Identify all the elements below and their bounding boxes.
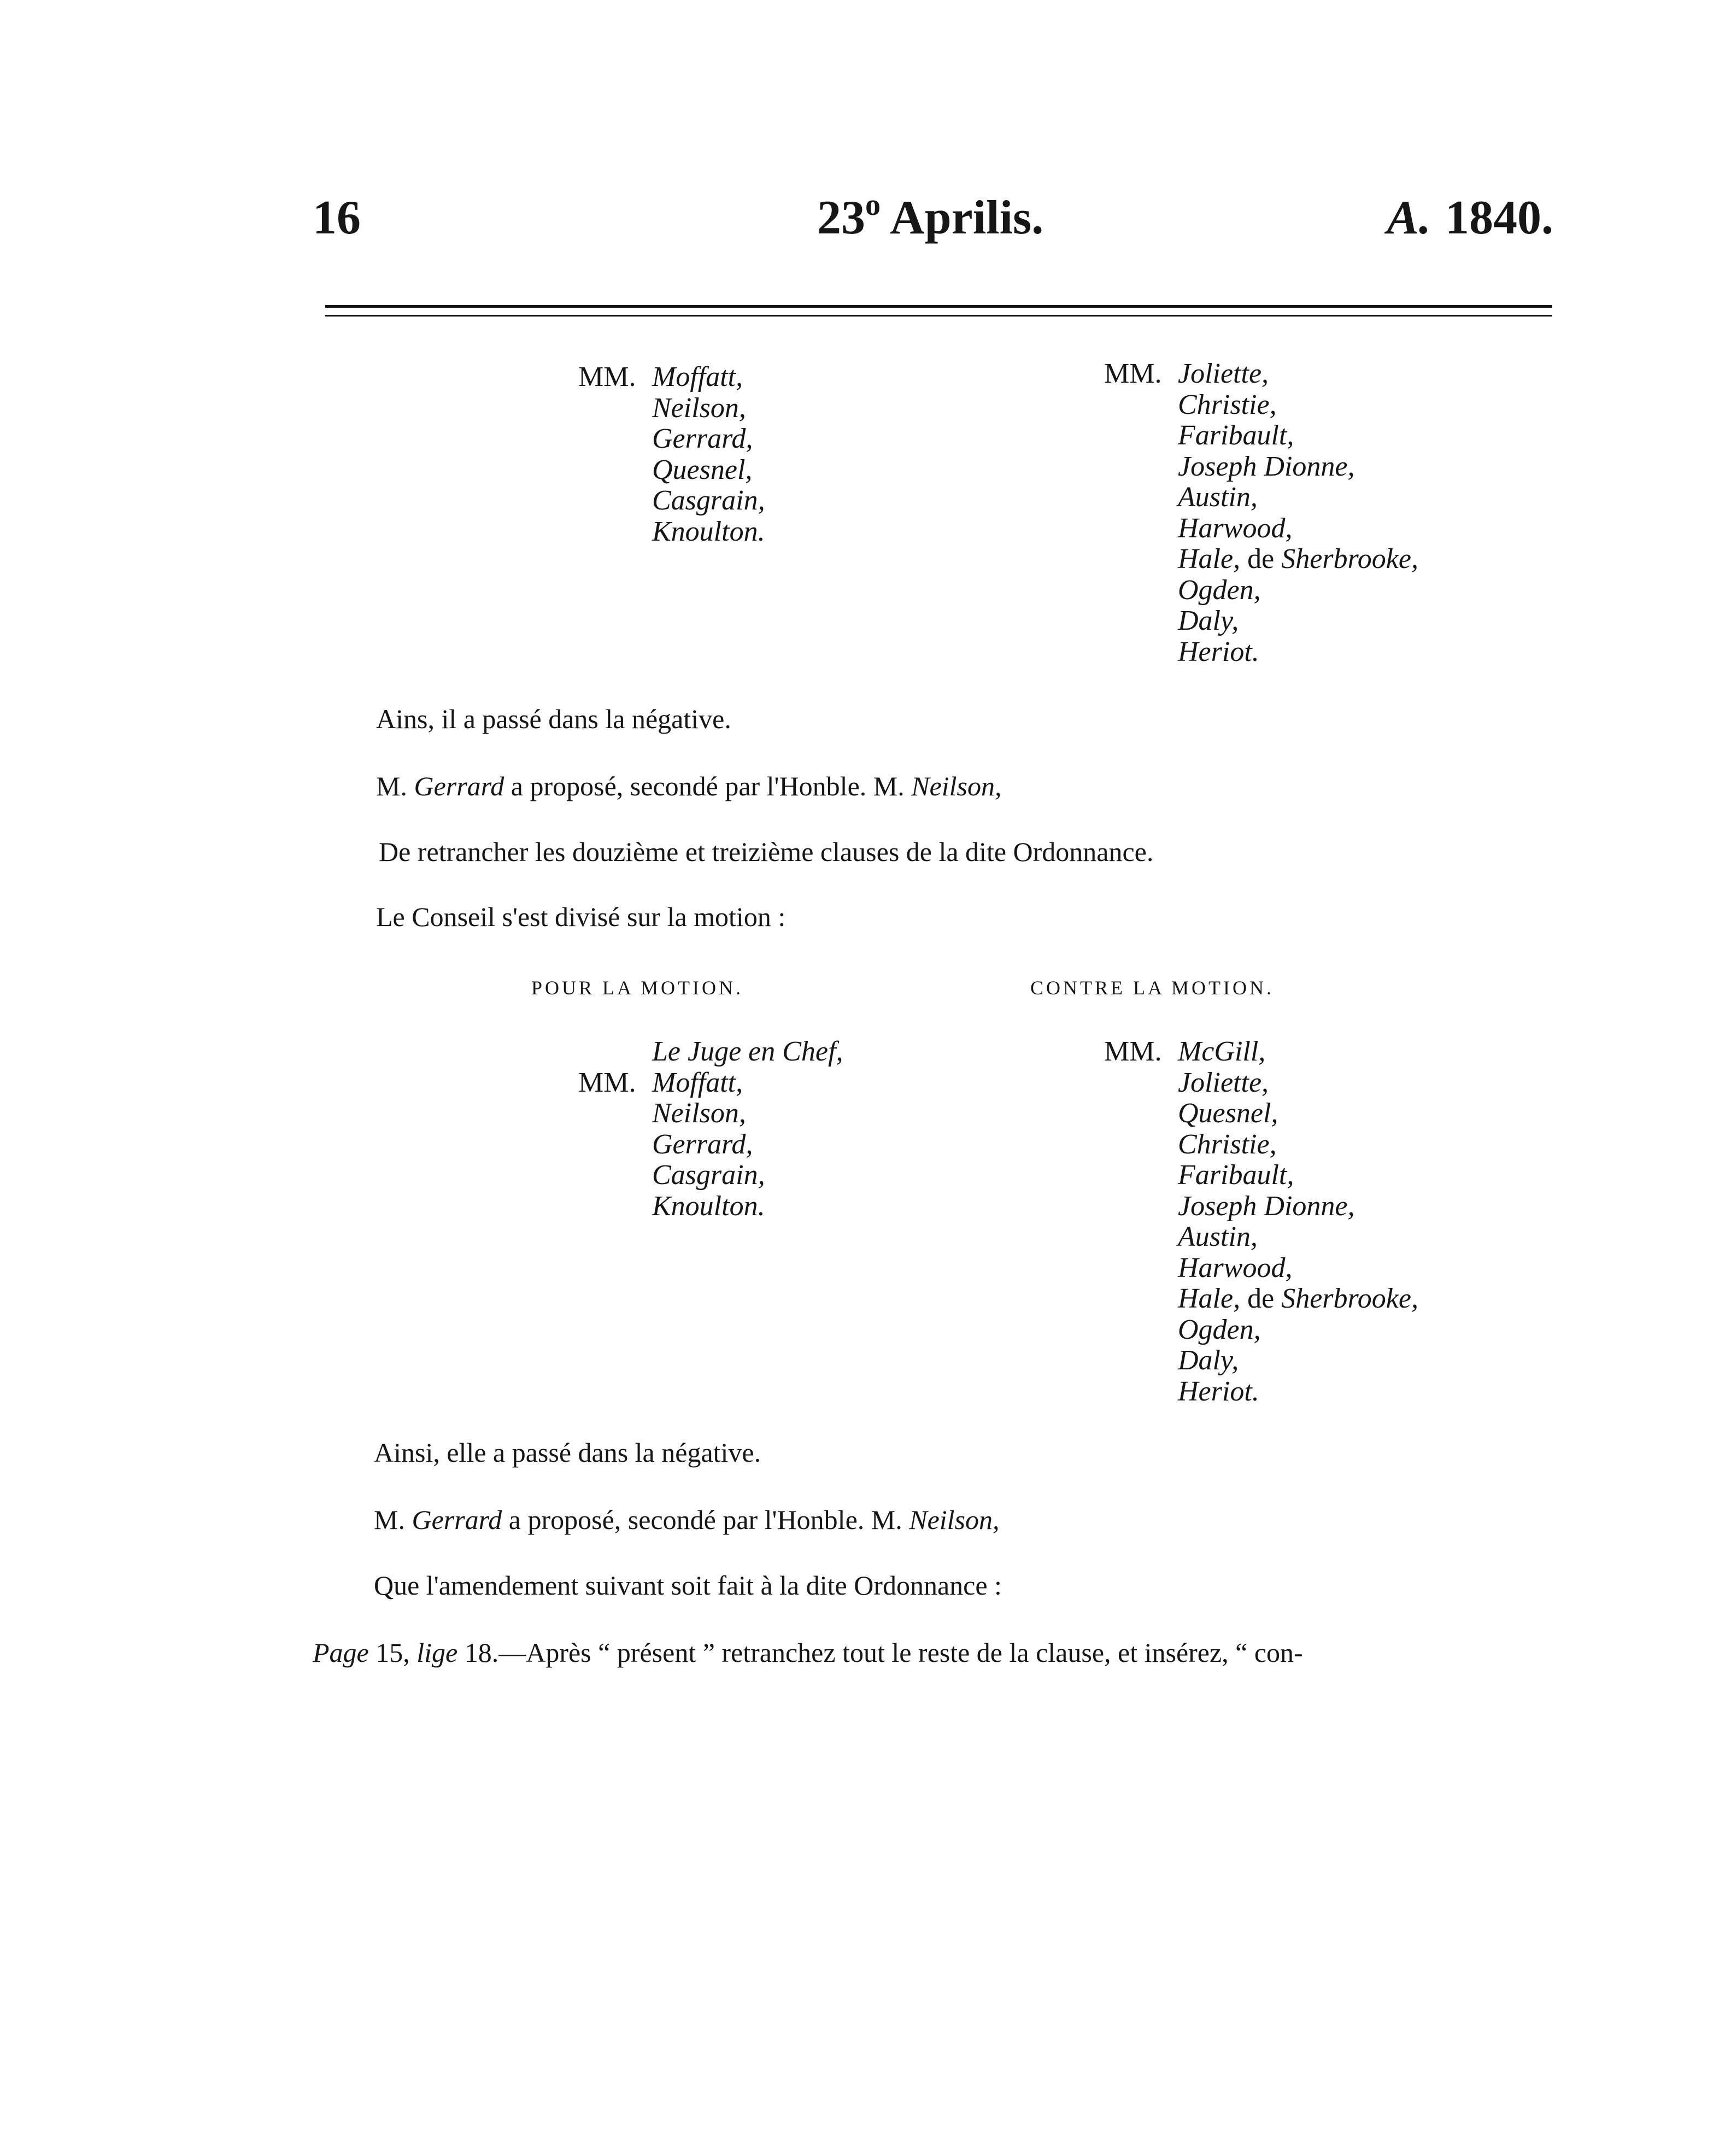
paragraph-amendment-text: Page 15, lige 18.—Après “ présent ” retranchez tout le reste de la clause, et insérez, “ con- (313, 1637, 1303, 1668)
vote2-contre-prefix: MM. (1104, 1036, 1162, 1067)
page-date (817, 188, 1044, 244)
vote2-contre-name: Austin, (1178, 1221, 1258, 1252)
vote2-contre-name: McGill, (1178, 1036, 1266, 1067)
page-year (1387, 191, 1553, 244)
vote1-right-name: Ogden, (1178, 574, 1261, 606)
vote1-right-name: Faribault, (1178, 420, 1294, 451)
date-day: 23 (817, 191, 865, 244)
vote2-contre-name: Christie, (1178, 1128, 1277, 1160)
vote1-left-prefix: MM. (578, 361, 636, 392)
vote1-right-name: Joliette, (1178, 358, 1269, 389)
year-prefix: A. (1387, 191, 1431, 244)
vote2-pour-prefix: MM. (578, 1067, 636, 1098)
vote2-contre-name: Heriot. (1178, 1375, 1259, 1407)
vote2-pour-name: Neilson, (652, 1098, 746, 1129)
vote2-contre-name: Faribault, (1178, 1159, 1294, 1191)
vote1-right-prefix: MM. (1104, 358, 1162, 389)
paragraph-result-2: Ainsi, elle a passé dans la négative. (374, 1437, 761, 1468)
vote2-contre-name: Ogden, (1178, 1314, 1261, 1345)
paragraph-motion-text: De retrancher les douzième et treizième clauses de la dite Ordonnance. (379, 836, 1154, 867)
vote1-right-name: Joseph Dionne, (1178, 450, 1355, 482)
vote2-contre-name: Joseph Dionne, (1178, 1190, 1355, 1222)
vote2-pour-name: Casgrain, (652, 1159, 765, 1191)
vote2-contre-name: Hale, de Sherbrooke, (1178, 1283, 1418, 1314)
paragraph-result-1: Ains, il a passé dans la négative. (376, 704, 731, 734)
vote1-right-name: Hale, de Sherbrooke, (1178, 543, 1418, 575)
vote2-pour-name: Le Juge en Chef, (652, 1036, 843, 1067)
seconder-name: Neilson, (911, 771, 1002, 801)
paragraph-motion-2: M. Gerrard a proposé, secondé par l'Honble. M. Neilson, (374, 1504, 1000, 1535)
page-number: 16 (313, 191, 361, 244)
vote1-right-name: Christie, (1178, 389, 1277, 420)
vote2-pour-list (578, 1036, 843, 1222)
vote1-left-name: Casgrain, (652, 485, 765, 516)
paragraph-amendment-intro: Que l'amendement suivant soit fait à la dite Ordonnance : (374, 1570, 1002, 1601)
vote1-right-name: Daly, (1178, 605, 1239, 636)
contre-header: CONTRE LA MOTION. (1030, 977, 1274, 999)
vote2-pour-name: Knoulton. (652, 1190, 765, 1222)
mover-name: Gerrard (412, 1504, 502, 1535)
pour-header: POUR LA MOTION. (531, 977, 744, 999)
vote1-right-name: Heriot. (1178, 636, 1259, 667)
vote1-left-name: Gerrard, (652, 423, 753, 454)
vote2-contre-list (1104, 1036, 1418, 1407)
vote2-contre-name: Quesnel, (1178, 1098, 1278, 1129)
vote1-left-name: Knoulton. (652, 515, 765, 547)
vote1-right-name: Austin, (1178, 482, 1258, 513)
header-rule-thin (325, 315, 1552, 317)
vote2-pour-name: Moffatt, (652, 1067, 743, 1098)
mover-name: Gerrard (414, 771, 504, 801)
seconder-name: Neilson, (909, 1504, 1000, 1535)
vote2-contre-name: Harwood, (1178, 1252, 1293, 1284)
vote1-left-name: Moffatt, (652, 361, 743, 392)
vote1-right-name: Harwood, (1178, 512, 1293, 544)
vote2-contre-name: Daly, (1178, 1345, 1239, 1376)
vote2-pour-name: Gerrard, (652, 1128, 753, 1160)
vote1-left-name: Neilson, (652, 392, 746, 424)
date-superscript: o (865, 188, 881, 222)
year-value: 1840. (1445, 191, 1553, 244)
vote1-right-list (1104, 359, 1418, 667)
header-rule-thick (325, 305, 1552, 308)
date-month: Aprilis. (890, 191, 1044, 244)
paragraph-division: Le Conseil s'est divisé sur la motion : (376, 901, 786, 932)
vote1-left-list (578, 362, 765, 547)
vote2-contre-name: Joliette, (1178, 1067, 1269, 1098)
paragraph-motion-1: M. Gerrard a proposé, secondé par l'Honble. M. Neilson, (376, 771, 1002, 801)
vote1-left-name: Quesnel, (652, 454, 753, 485)
